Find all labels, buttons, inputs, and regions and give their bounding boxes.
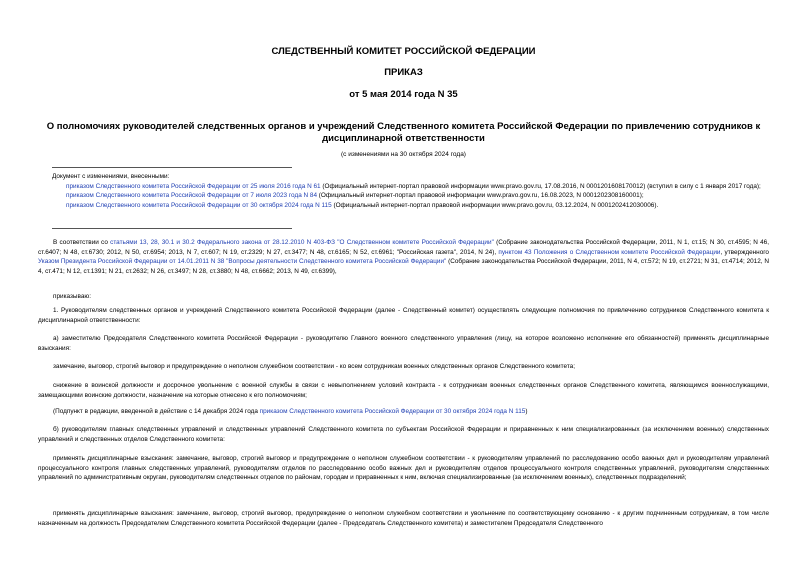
document-type: ПРИКАЗ bbox=[384, 67, 423, 78]
preamble-paragraph: В соответствии со статьями 13, 28, 30.1 и 30.2 Федерального закона от 28.12.2010 N 403-ФЗ "О Следственном комитете Российской Федерации" (Собрание законодательства Российской Федерации, 2011, N 1, ст.15; N 30, ст.4595; N 46, ст.6407; N 48, ст.6730; 2012, N 50, ст.6954; 2013, N 7, ст.607; N 19, ст.2329; N 27, ст.3477; N 48, ст.6165; N 52, ст.6961; "Российская газета", 2014, N 24), пунктом 43 Положения о Следственном комитете Российской Федерации, утвержденного Указом Президента Российской Федерации от 14.01.2011 N 38 "Вопросы деятельности Следственного комитета Российской Федерации" (Собрание законодательства Российской Федерации, 2011, N 4, ст.572; N 19, ст.2721; N 31, ст.4714; 2012, N 4, ст.471; N 12, ст.1391; N 21, ст.2632; N 26, ст.3497; N 28, ст.3880; N 48, ст.6662; 2013, N 49, ст.6399), bbox=[38, 239, 770, 275]
changes-block bbox=[52, 172, 769, 210]
document-title: О полномочиях руководителей следственных органов и учреждений Следственного комитета Российской Федерации по привлечению сотрудников к дисциплинарной ответственности bbox=[46, 121, 761, 144]
order-word: приказываю: bbox=[53, 293, 91, 300]
divider-bottom bbox=[52, 228, 292, 229]
subparagraph-a: а) заместителю Председателя Следственного комитета Российской Федерации - руководителю Главного военного следственного управления (лицу, на которое возложено исполнение его обязанностей) применять дисциплинарные взыскания: bbox=[38, 335, 769, 352]
divider-top bbox=[52, 167, 292, 168]
amendment-link[interactable]: приказом Следственного комитета Российской Федерации от 30 октября 2024 года N 115 bbox=[259, 408, 526, 415]
changes-intro: Документ с изменениями, внесенными: bbox=[52, 173, 170, 180]
revision-note: (с изменениями на 30 октября 2024 года) bbox=[341, 151, 466, 158]
change-item: приказом Следственного комитета Российской Федерации от 7 июля 2023 года N 84 (Официальный интернет-портал правовой информации www.pravo.gov.ru, 16.08.2023, N 0001202308160001); bbox=[66, 192, 644, 200]
regulation-point-link[interactable]: пунктом 43 Положения о Следственном комитете Российской Федерации bbox=[498, 248, 721, 256]
presidential-decree-link[interactable]: Указом Президента Российской Федерации от 14.01.2011 N 38 "Вопросы деятельности Следственного комитета Российской Федерации" bbox=[38, 258, 447, 266]
issuing-authority: СЛЕДСТВЕННЫЙ КОМИТЕТ РОССИЙСКОЙ ФЕДЕРАЦИИ bbox=[271, 46, 536, 57]
subparagraph-b: б) руководителям главных следственных управлений и следственных управлений Следственного комитета по субъектам Российской Федерации и приравненных к ним специализированных (за исключением военных) следственных управлений и следственных отделов Следственного комитета: bbox=[38, 426, 769, 443]
subparagraph-b-item-2: применять дисциплинарные взыскания: замечание, выговор, строгий выговор, предупреждение о неполном служебном соответствии и увольнение по соответствующему основанию - к другим подчиненным сотрудникам, в том числе назначенным на должность Председателем Следственного комитета Российской Федерации (далее - Председатель Следственного комитета) и заместителем Председателя Следственного bbox=[38, 510, 769, 527]
change-link[interactable]: приказом Следственного комитета Российской Федерации от 25 июля 2016 года N 61 bbox=[66, 182, 321, 190]
subparagraph-a-item-2: снижение в воинской должности и досрочное увольнение с военной службы в связи с невыполнением условий контракта - к сотрудникам военных следственных органов Следственного комитета, являющимся военнослужащими, замещающими воинские должности, назначение на которые отнесено к его полномочиям; bbox=[38, 382, 769, 399]
change-link[interactable]: приказом Следственного комитета Российской Федерации от 30 октября 2024 года N 115 bbox=[66, 201, 332, 209]
change-item: приказом Следственного комитета Российской Федерации от 30 октября 2024 года N 115 (Официальный интернет-портал правовой информации www.pravo.gov.ru, 03.12.2024, N 0001202412030006). bbox=[66, 201, 659, 209]
change-link[interactable]: приказом Следственного комитета Российской Федерации от 7 июля 2023 года N 84 bbox=[66, 192, 318, 200]
subparagraph-a-item-1: замечание, выговор, строгий выговор и предупреждение о неполном служебном соответствии - ко всем сотрудникам военных следственных органов Следственного комитета; bbox=[53, 363, 576, 370]
paragraph-1: 1. Руководителям следственных органов и учреждений Следственного комитета Российской Федерации (далее - Следственный комитет) осуществлять следующие полномочия по привлечению сотрудников Следственного комитета к дисциплинарной ответственности: bbox=[38, 307, 769, 324]
change-item: приказом Следственного комитета Российской Федерации от 25 июля 2016 года N 61 (Официальный интернет-портал правовой информации www.pravo.gov.ru, 17.08.2016, N 0001201608170012) (вступил в силу с 1 января 2017 года); bbox=[66, 182, 761, 190]
amendment-note: (Подпункт в редакции, введенной в действие с 14 декабря 2024 года приказом Следственного комитета Российской Федерации от 30 октября 2024 года N 115) bbox=[53, 408, 528, 415]
law-articles-link[interactable]: статьями 13, 28, 30.1 и 30.2 Федерального закона от 28.12.2010 N 403-ФЗ "О Следственном комитете Российской Федерации" bbox=[110, 239, 494, 246]
document-date-number: от 5 мая 2014 года N 35 bbox=[349, 89, 458, 100]
subparagraph-b-item-1: применять дисциплинарные взыскания: замечание, выговор, строгий выговор и предупреждение о неполном служебном соответствии - к руководителям управлений по расследованию особо важных дел и руководителям управлений процессуального контроля главных следственных управлений, руководителям отделов по расследованию особо важных дел и руководителям отделов процессуального контроля следственных управлений, руководителям следственных управлений по административным округам, руководителям следственных отделов по районам, городам и приравненных к ним, включая специализированные (за исключением военных), следственных подразделений; bbox=[38, 455, 769, 482]
